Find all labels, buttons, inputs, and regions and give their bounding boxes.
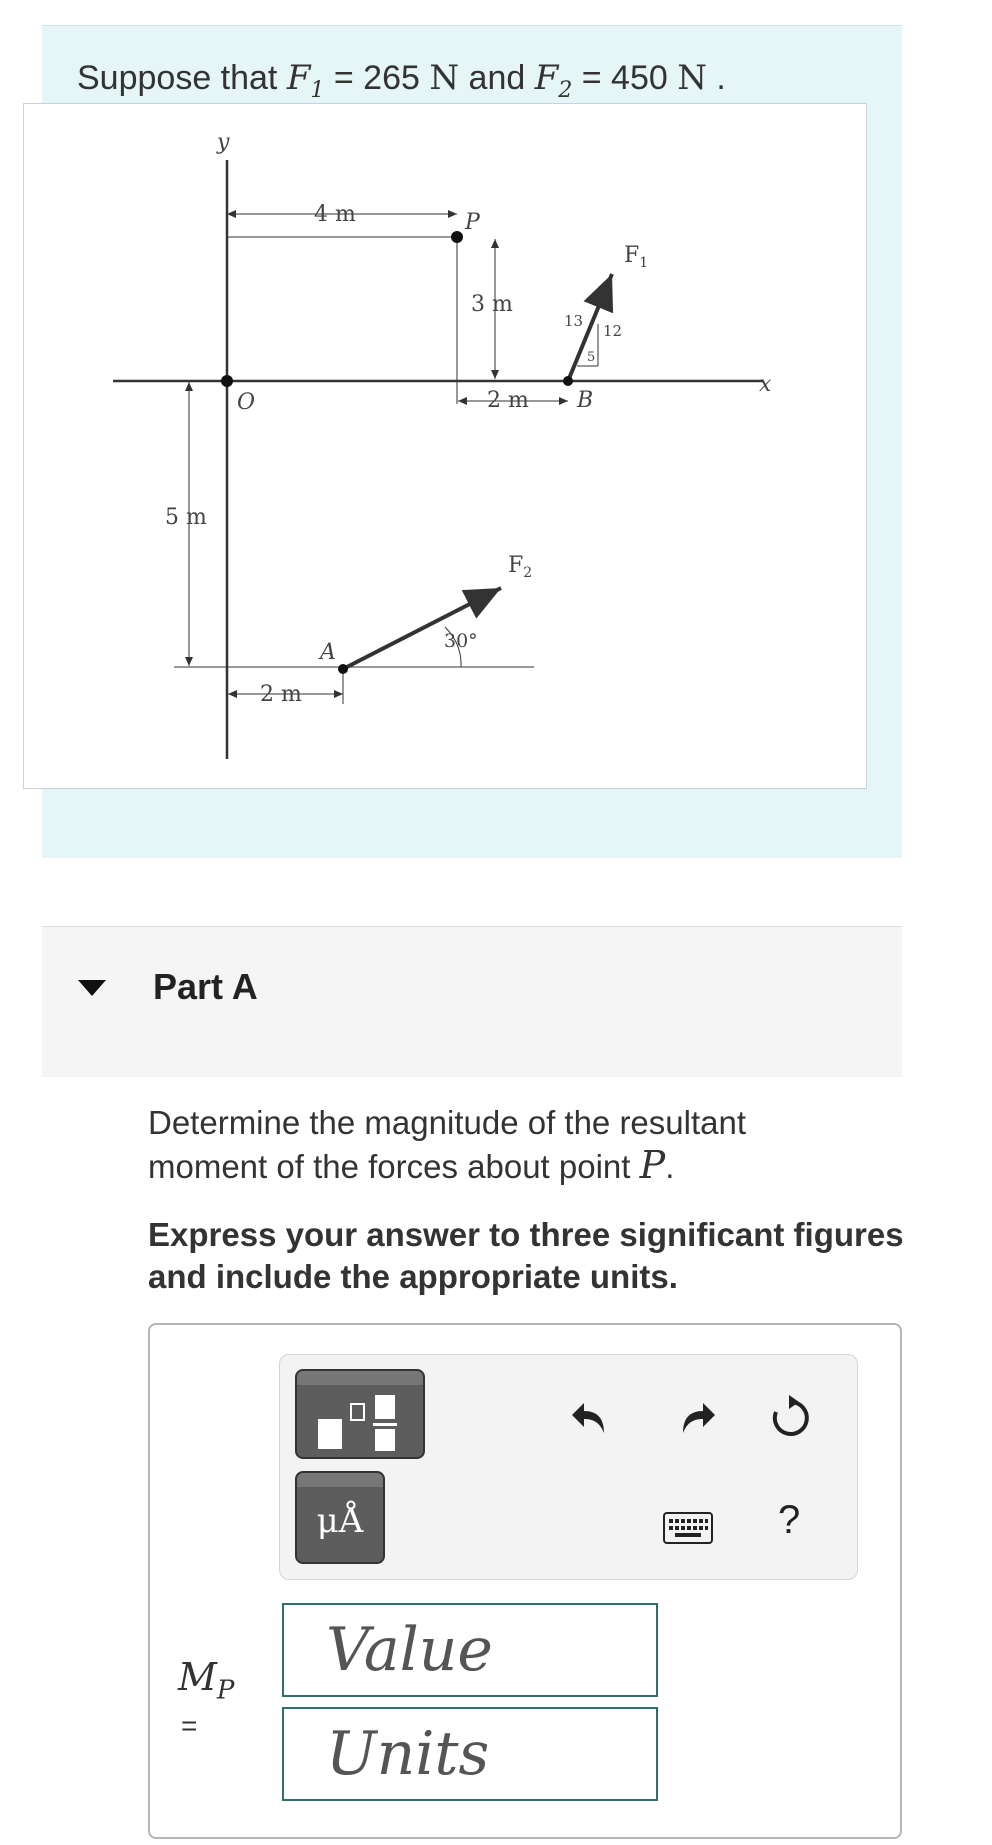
intro-and: and (459, 59, 535, 97)
units-glyph: μÅ (316, 1501, 364, 1541)
question-text: Determine the magnitude of the resultant moment of the forces about point P. (148, 1104, 747, 1187)
label-5: 5 (587, 350, 596, 365)
force-diagram-figure (23, 103, 867, 789)
force-diagram (24, 104, 866, 788)
f2-symbol: $F_2$ (534, 58, 573, 103)
keyboard-icon[interactable] (663, 1512, 713, 1544)
f2-unit: N (677, 58, 707, 98)
label-b: B (577, 388, 594, 413)
units-input[interactable] (282, 1707, 658, 1801)
fraction-template-icon (315, 1393, 405, 1453)
f1-value: = 265 (324, 59, 430, 97)
redo-icon[interactable] (675, 1395, 719, 1439)
point-o (221, 375, 233, 387)
units-button[interactable] (295, 1471, 385, 1564)
f2-arrow (343, 588, 501, 669)
label-2m-a: 2 m (260, 682, 302, 707)
label-30deg: 30° (444, 630, 478, 652)
value-input[interactable] (282, 1603, 658, 1697)
f2-value: = 450 (572, 59, 678, 97)
equals-sign: = (181, 1710, 198, 1741)
label-o: O (237, 390, 256, 415)
label-4m: 4 m (314, 202, 356, 227)
point-b (563, 376, 573, 386)
collapse-caret-icon[interactable] (78, 980, 106, 996)
f1-unit: N (429, 58, 460, 98)
label-y: y (217, 130, 230, 155)
label-f2: $F_2$ (508, 553, 533, 581)
templates-button[interactable] (295, 1369, 425, 1459)
f1-symbol: $F_1$ (286, 58, 325, 103)
label-5m: 5 m (165, 505, 207, 530)
moment-label: $M_P$ (178, 1655, 235, 1706)
label-x: x (759, 372, 772, 397)
problem-statement (77, 58, 726, 103)
point-a (338, 664, 348, 674)
label-2m-b: 2 m (487, 388, 529, 413)
intro-suffix: . (706, 59, 726, 97)
label-13: 13 (564, 312, 584, 330)
label-3m: 3 m (471, 292, 513, 317)
reset-icon[interactable] (767, 1394, 815, 1442)
answer-instruction: Express your answer to three significant figures and include the appropriate units. (148, 1216, 904, 1295)
label-f1: $F_1$ (624, 243, 649, 271)
label-12: 12 (603, 322, 623, 340)
undo-icon[interactable] (570, 1395, 614, 1439)
help-button[interactable]: ? (778, 1498, 801, 1542)
label-p: P (465, 210, 480, 235)
point-p (451, 231, 463, 243)
label-a: A (320, 640, 336, 665)
part-title: Part A (153, 966, 258, 1007)
intro-prefix: Suppose that (77, 59, 287, 97)
